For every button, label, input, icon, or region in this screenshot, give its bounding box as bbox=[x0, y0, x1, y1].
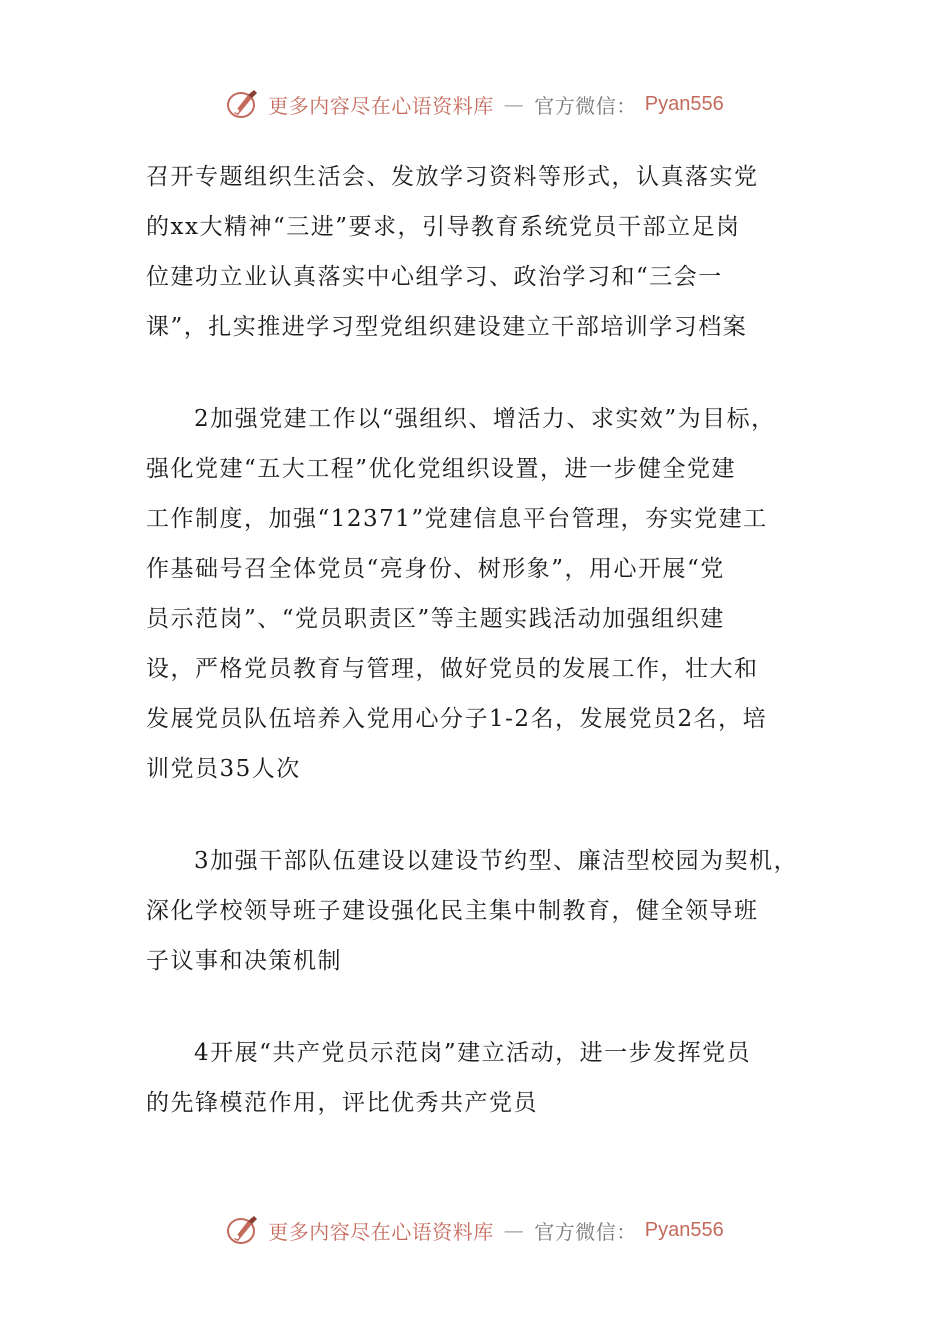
paragraph-4 bbox=[146, 1028, 826, 1128]
paragraph-line: 的xx大精神“三进”要求，引导教育系统党员干部立足岗 bbox=[146, 214, 741, 240]
document-body bbox=[146, 152, 826, 1128]
footer-separator: — bbox=[503, 1218, 525, 1242]
paragraph-line: 设，严格党员教育与管理，做好党员的发展工作，壮大和 bbox=[146, 656, 759, 682]
paragraph-line: 课”，扎实推进学习型党组织建设建立干部培训学习档案 bbox=[146, 314, 748, 340]
paragraph-line: 员示范岗”、“党员职责区”等主题实践活动加强组织建 bbox=[146, 606, 725, 632]
header-wechat-id: Pyan556 bbox=[644, 92, 724, 115]
footer-label: 官方微信： bbox=[534, 1219, 637, 1244]
paragraph-3 bbox=[146, 836, 826, 986]
paragraph-line: 训党员35人次 bbox=[146, 756, 301, 782]
pen-nib-logo-icon bbox=[226, 87, 260, 121]
header-site-name: 更多内容尽在心语资料库 bbox=[268, 93, 494, 118]
paragraph-line: 的先锋模范作用，评比优秀共产党员 bbox=[146, 1090, 538, 1116]
paragraph-line: 深化学校领导班子建设强化民主集中制教育，健全领导班 bbox=[146, 898, 759, 924]
paragraph-line: 位建功立业认真落实中心组学习、政治学习和“三会一 bbox=[146, 264, 723, 290]
footer-site-name: 更多内容尽在心语资料库 bbox=[268, 1219, 494, 1244]
pen-nib-logo-icon bbox=[226, 1213, 260, 1247]
paragraph-line: 4开展“共产党员示范岗”建立活动，进一步发挥党员 bbox=[194, 1040, 752, 1066]
header-label: 官方微信： bbox=[534, 93, 637, 118]
paragraph-line: 工作制度，加强“12371”党建信息平台管理，夯实党建工 bbox=[146, 506, 768, 532]
paragraph-line: 3加强干部队伍建设以建设节约型、廉洁型校园为契机， bbox=[194, 848, 799, 874]
paragraph-line: 子议事和决策机制 bbox=[146, 948, 342, 974]
footer-banner bbox=[0, 1210, 950, 1250]
footer-wechat-id: Pyan556 bbox=[644, 1218, 724, 1241]
paragraph-line: 召开专题组织生活会、发放学习资料等形式，认真落实党 bbox=[146, 164, 759, 190]
paragraph-1 bbox=[146, 152, 826, 352]
paragraph-2 bbox=[146, 394, 826, 794]
paragraph-line: 作基础号召全体党员“亮身份、树形象”，用心开展“党 bbox=[146, 556, 725, 582]
paragraph-line: 2加强党建工作以“强组织、增活力、求实效”为目标， bbox=[194, 406, 776, 432]
paragraph-line: 发展党员队伍培养入党用心分子1-2名，发展党员2名，培 bbox=[146, 706, 768, 732]
paragraph-line: 强化党建“五大工程”优化党组织设置，进一步健全党建 bbox=[146, 456, 737, 482]
header-separator: — bbox=[503, 92, 525, 116]
header-banner bbox=[0, 84, 950, 124]
